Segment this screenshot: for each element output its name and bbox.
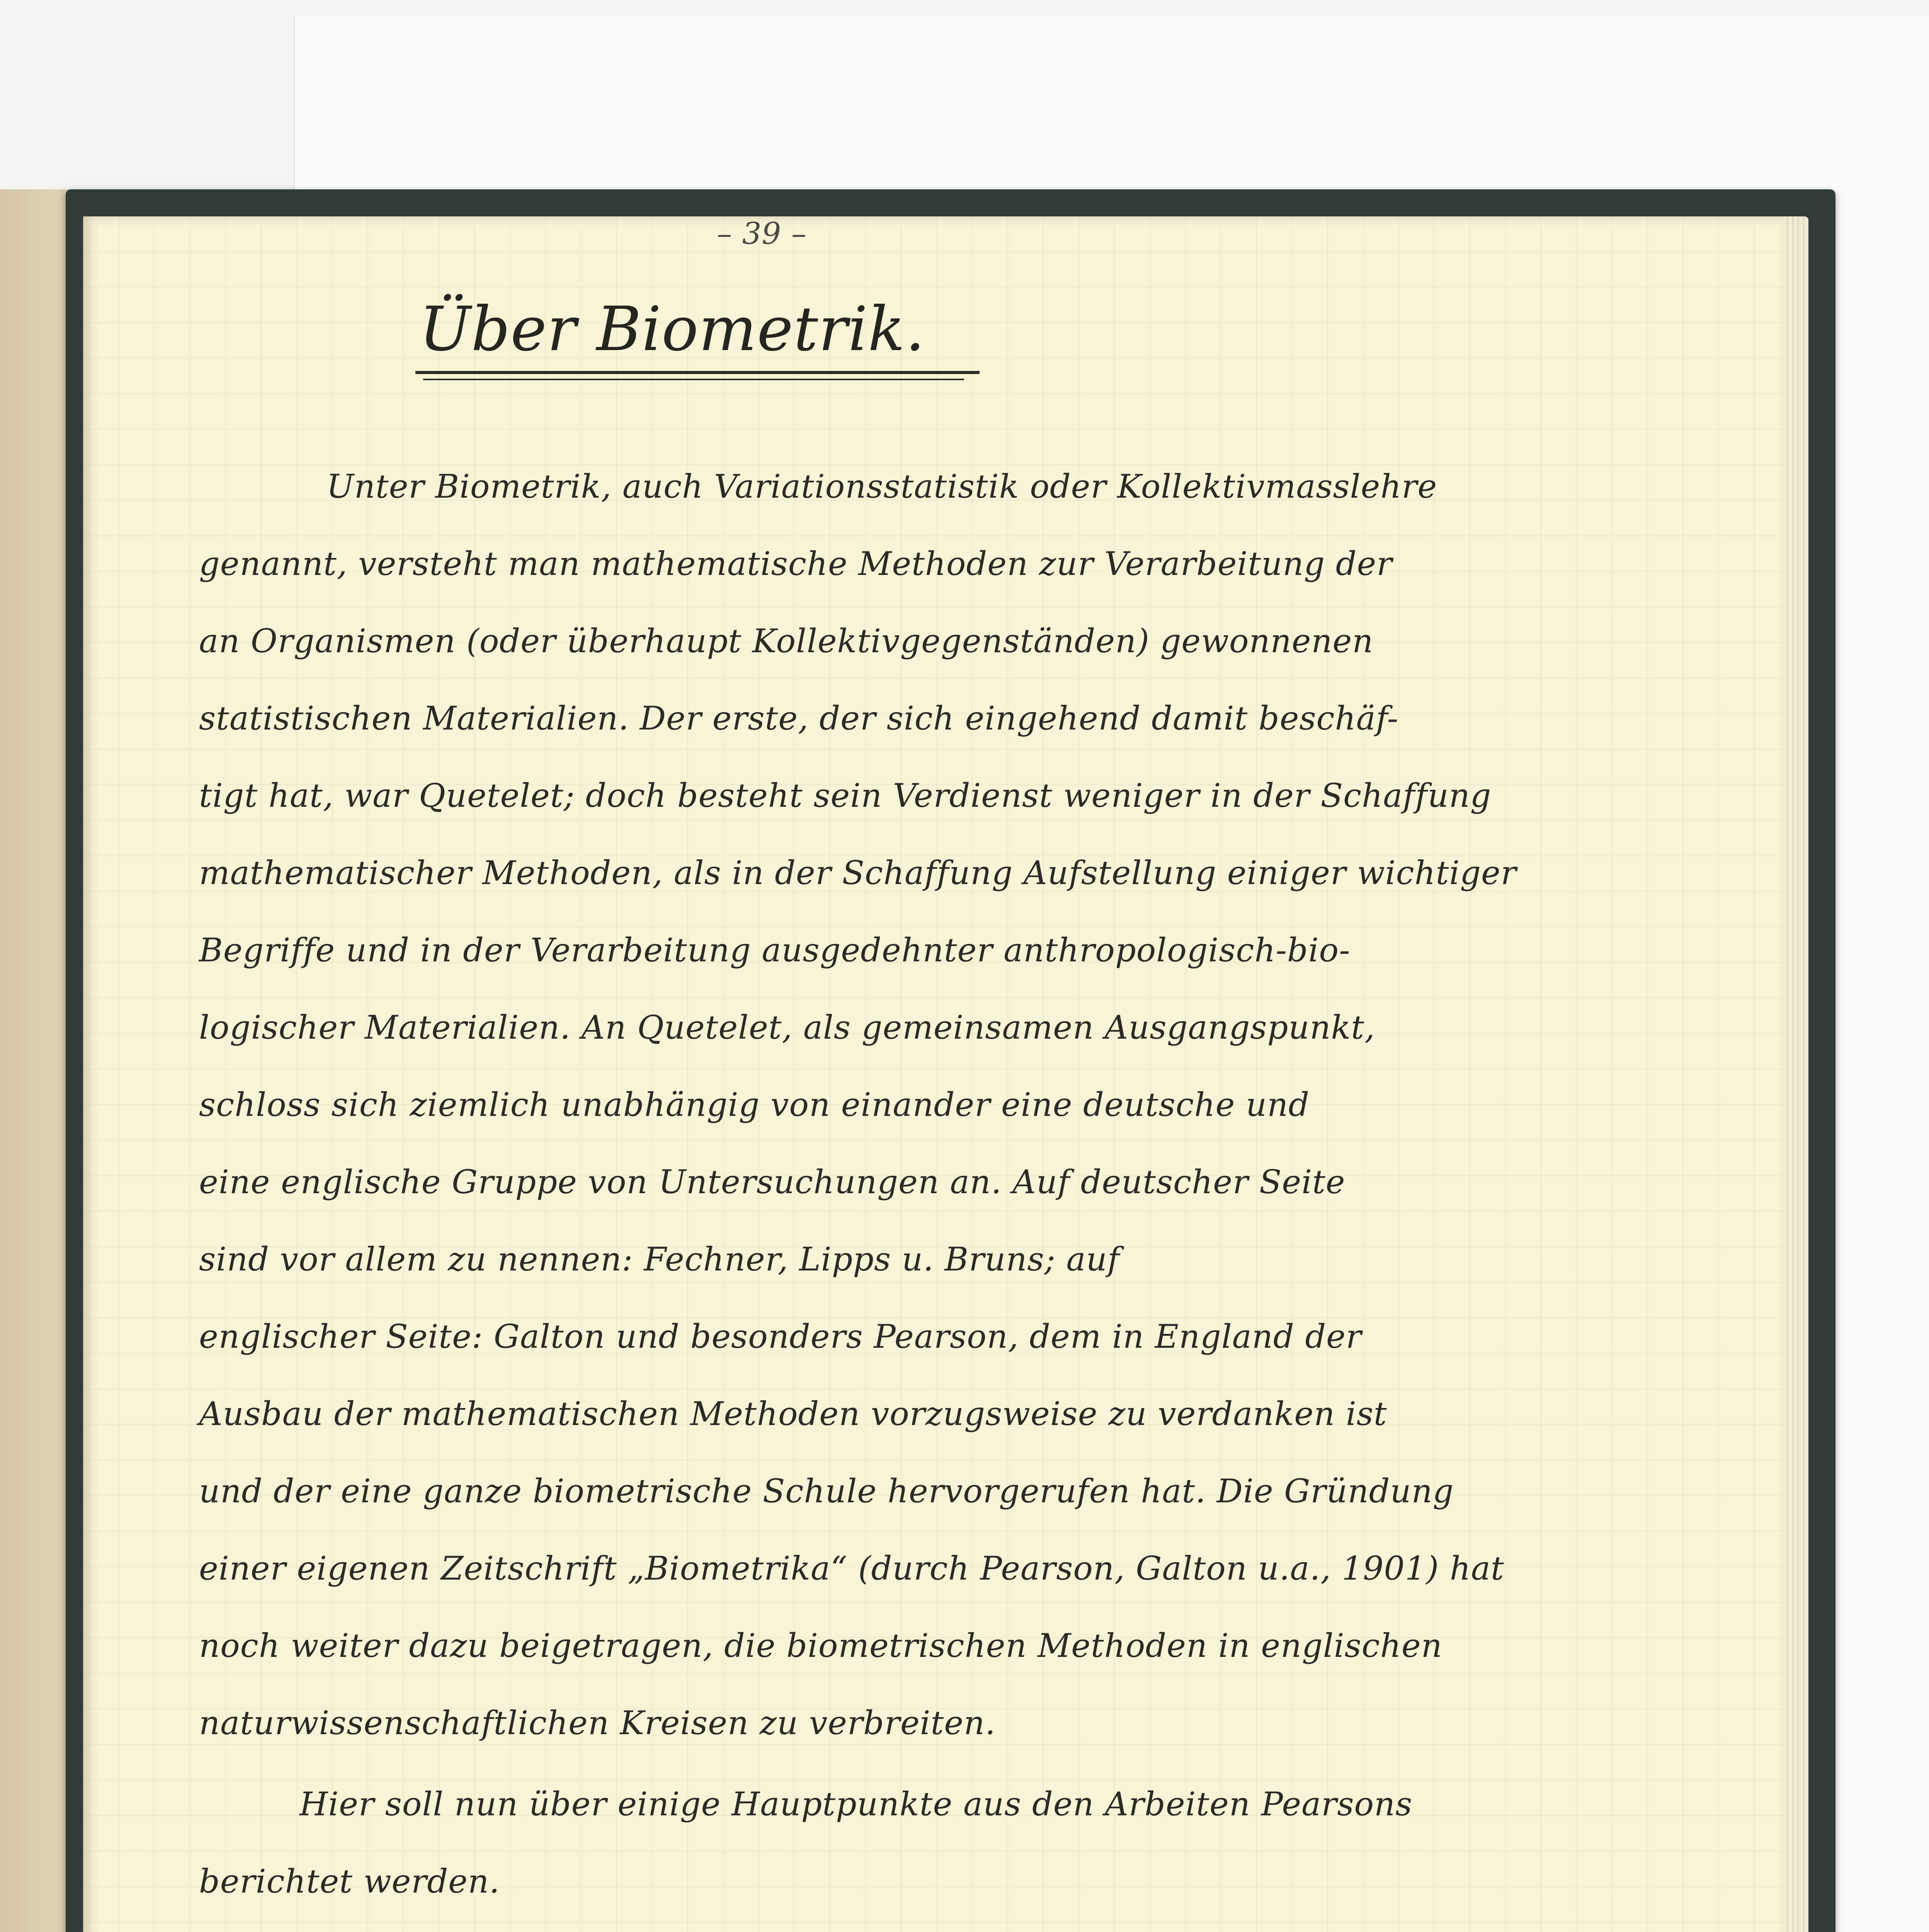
text-line: naturwissenschaftlichen Kreisen zu verbreiten. [199,1704,996,1742]
text-line: und der eine ganze biometrische Schule hervorgerufen hat. Die Gründung [199,1472,1454,1510]
page-title: Über Biometrik. [419,294,925,365]
text-line: berichtet werden. [199,1862,500,1900]
text-line: tigt hat, war Quetelet; doch besteht sein Verdienst weniger in der Schaffung [199,777,1492,815]
text-line: genannt, versteht man mathematische Methoden zur Verarbeitung der [199,545,1393,583]
text-line: Unter Biometrik, auch Variationsstatistik oder Kollektivmasslehre [327,468,1437,505]
text-line: schloss sich ziemlich unabhängig von einander eine deutsche und [199,1086,1310,1124]
text-line: an Organismen (oder überhaupt Kollektivgegenständen) gewonnenen [199,622,1374,660]
text-line: Ausbau der mathematischen Methoden vorzugsweise zu verdanken ist [199,1395,1387,1433]
text-line: einer eigenen Zeitschrift „Biometrika“ (durch Pearson, Galton u.a., 1901) hat [199,1549,1504,1587]
text-line: englischer Seite: Galton und besonders Pearson, dem in England der [199,1318,1362,1355]
text-line: noch weiter dazu beigetragen, die biometrischen Methoden in englischen [199,1627,1442,1665]
manuscript-page [83,216,1783,1932]
text-line: eine englische Gruppe von Untersuchungen an. Auf deutscher Seite [199,1163,1346,1201]
title-underline [415,371,980,374]
text-line: Hier soll nun über einige Hauptpunkte aus den Arbeiten Pearsons [299,1785,1413,1823]
text-line: sind vor allem zu nennen: Fechner, Lipps u. Bruns; auf [199,1240,1120,1278]
text-line: logischer Materialien. An Quetelet, als gemeinsamen Ausgangspunkt, [199,1009,1375,1046]
text-line: mathematischer Methoden, als in der Schaffung Aufstellung einiger wichtiger [199,854,1517,892]
text-line: statistischen Materialien. Der erste, der sich eingehend damit beschäf- [199,699,1399,737]
page-number: – 39 – [717,216,807,251]
text-line: Begriffe und in der Verarbeitung ausgedehnter anthropologisch-bio- [199,931,1351,969]
title-underline-second [423,379,964,380]
